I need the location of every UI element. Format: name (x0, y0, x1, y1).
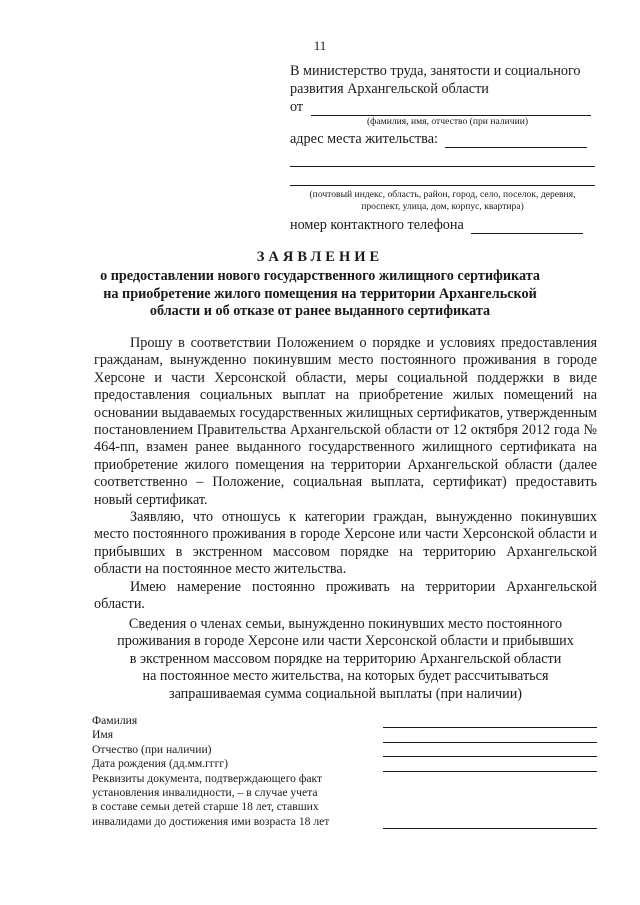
residence-label: адрес места жительства: (290, 131, 438, 147)
address-block (290, 62, 595, 234)
birth-date-field[interactable] (383, 758, 597, 772)
from-label: от (290, 99, 304, 115)
residence-field[interactable] (445, 133, 587, 148)
disability-label-line-1: Реквизиты документа, подтверждающего факт (92, 771, 323, 785)
family-member-form (92, 714, 597, 829)
title-subtitle (100, 268, 540, 321)
name-field[interactable] (383, 729, 597, 743)
title-line-1: о предоставлении нового государственного жилищного сертификата (100, 268, 540, 284)
recipient-line-2: развития Архангельской области (290, 81, 489, 97)
document-title (100, 248, 540, 321)
phone-label: номер контактного телефона (290, 217, 464, 233)
family-info-heading (94, 616, 597, 703)
family-info-line-2: проживания в городе Херсоне или части Херсонской области и прибывших (117, 633, 574, 650)
family-info-line-3: в экстренном массовом порядке на территорию Архангельской области (129, 650, 562, 667)
disability-label-line-3: в составе семьи детей старше 18 лет, ставших (92, 800, 319, 814)
statement-body (94, 335, 597, 614)
patronymic-row (92, 743, 597, 757)
disability-document-field[interactable] (383, 815, 597, 829)
title-line-2: на приобретение жилого помещения на территории Архангельской (103, 285, 537, 302)
surname-label: Фамилия (92, 714, 138, 727)
recipient-line-1: В министерство труда, занятости и социального (290, 63, 581, 79)
page-number: 11 (313, 38, 327, 53)
surname-row (92, 714, 597, 728)
paragraph-request: Прошу в соответствии Положением о порядке и условиях предоставления гражданам, вынужденно покинувшим место постоянного проживания в городе Херсоне и части Херсонской области, меры социальной поддержки в виде предоставления социальных выплат на приобретение жилых помещений на основании выдаваемых государственных жилищных сертификатов, утвержденным постановлением Правительства Архангельской области от 12 октября 2012 года № 464-пп, взамен ранее выданного государственного жилищного сертификата на приобретение жилого помещения на территории Архангельской области (далее соответственно – Положение, социальная выплата, сертификат) предоставить новый сертификат. (94, 335, 597, 508)
patronymic-label: Отчество (при наличии) (92, 742, 212, 756)
from-field[interactable] (311, 101, 591, 116)
birth-date-label: Дата рождения (дд.мм.гггг) (92, 757, 229, 771)
family-info-line-4: на постоянное место жительства, на которых будет рассчитываться (142, 668, 549, 685)
disability-label-line-2: установления инвалидности, – в случае учета (92, 786, 318, 800)
disability-row (92, 815, 597, 829)
name-label: Имя (92, 728, 114, 742)
from-hint: (фамилия, имя, отчество (при наличии) (366, 116, 529, 127)
disability-label-line-4: инвалидами до достижения ими возраста 18 лет (92, 814, 330, 828)
residence-row (290, 130, 595, 148)
residence-hint-line-1: (почтовый индекс, область, район, город, село, поселок, деревня, (309, 189, 576, 200)
birth-date-row (92, 757, 597, 771)
surname-field[interactable] (383, 714, 597, 728)
residence-field-line-2[interactable] (290, 148, 595, 167)
title-heading: ЗАЯВЛЕНИЕ (256, 249, 384, 265)
paragraph-intention: Имею намерение постоянно проживать на территории Архангельской области. (94, 578, 597, 613)
paragraph-declaration: Заявляю, что отношусь к категории граждан, вынужденно покинувших место постоянного проживания в городе Херсоне или части Херсонской области и прибывших в экстренном массовом порядке на территорию Архангельской области на постоянное место жительства. (94, 509, 597, 578)
family-info-line-5: запрашиваемая сумма социальной выплаты (при наличии) (168, 685, 523, 702)
family-info-line-1: Сведения о членах семьи, вынужденно покинувших место постоянного (128, 616, 563, 632)
residence-hint-line-2: проспект, улица, дом, корпус, квартира) (361, 201, 524, 212)
residence-field-line-3[interactable] (290, 167, 595, 186)
title-line-3: области и об отказе от ранее выданного сертификата (149, 303, 491, 319)
phone-row (290, 216, 595, 234)
patronymic-field[interactable] (383, 743, 597, 757)
name-row (92, 728, 597, 742)
from-row (290, 98, 595, 116)
phone-field[interactable] (471, 219, 583, 234)
